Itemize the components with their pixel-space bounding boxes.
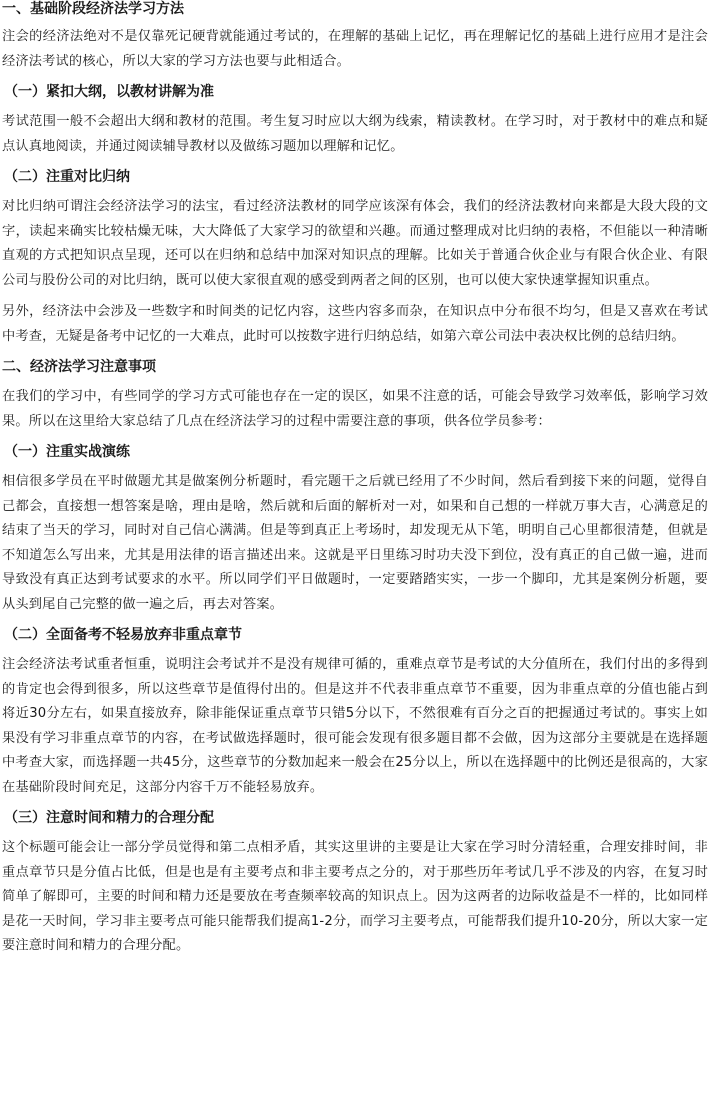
paragraph: 对比归纳可谓注会经济法学习的法宝，看过经济法教材的同学应该深有体会，我们的经济法教材向来都是大段大段的文字，读起来确实比较枯燥无味，大大降低了大家学习的欲望和兴趣。而通过整理成对比归纳的表格，不但能以一种清晰直观的方式把知识点呈现，还可以在归纳和总结中加深对知识点的理解。比如关于普通合伙企业与有限合伙企业、有限公司与股份公司的对比归纳，既可以使大家很直观的感受到两者之间的区别，也可以使大家快速掌握知识重点。 [2, 199, 708, 288]
paragraph: 相信很多学员在平时做题尤其是做案例分析题时，看完题干之后就已经用了不少时间，然后看到接下来的问题，觉得自己都会，直接想一想答案是啥，理由是啥，然后就和后面的解析对一对，如果和自己想的一样就万事大吉，心满意足的结束了当天的学习，同时对自己信心满满。但是等到真正上考场时，却发现无从下笔，明明自己心里都很清楚，但就是不知道怎么写出来，尤其是用法律的语言描述出来。这就是平日里练习时功夫没下到位，没有真正的自己做一遍，进而导致没有真正达到考试要求的水平。所以同学们平日做题时，一定要踏踏实实，一步一个脚印，尤其是案例分析题，要从头到尾自己完整的做一遍之后，再去对答案。 [2, 474, 708, 612]
paragraph: 考试范围一般不会超出大纲和教材的范围。考生复习时应以大纲为线索，精读教材。在学习时，对于教材中的难点和疑点认真地阅读，并通过阅读辅导教材以及做练习题加以理解和记忆。 [2, 114, 708, 154]
spacer [2, 617, 708, 626]
spacer [2, 349, 708, 358]
spacer [2, 827, 708, 836]
spacer [2, 74, 708, 83]
spacer [2, 461, 708, 470]
section-heading-precautions: 二、经济法学习注意事项 [2, 359, 156, 375]
subheading-comparison: （二）注重对比归纳 [4, 169, 130, 185]
subheading-syllabus: （一）紧扣大纲，以教材讲解为准 [4, 84, 214, 100]
paragraph: 注会的经济法绝对不是仅靠死记硬背就能通过考试的，在理解的基础上记忆，再在理解记忆的基础上进行应用才是注会经济法考试的核心，所以大家的学习方法也要与此相适合。 [2, 29, 708, 69]
paragraph: 在我们的学习中，有些同学的学习方式可能也存在一定的误区，如果不注意的话，可能会导致学习效率低，影响学习效果。所以在这里给大家总结了几点在经济法学习的过程中需要注意的事项，供各位学员参考： [2, 389, 708, 429]
spacer [2, 159, 708, 168]
spacer [2, 434, 708, 443]
spacer [2, 293, 708, 300]
subheading-non-key-chapters: （二）全面备考不轻易放弃非重点章节 [4, 627, 242, 643]
spacer [2, 800, 708, 809]
spacer [2, 101, 708, 110]
spacer [2, 376, 708, 385]
paragraph: 注会经济法考试重者恒重，说明注会考试并不是没有规律可循的，重难点章节是考试的大分值所在，我们付出的多得到的肯定也会得到很多，所以这些章节是值得付出的。但是这并不代表非重点章节不重要，因为非重点章的分值也能占到将近30分左右，如果直接放弃，除非能保证重点章节只错5分以下，不然很难有百分之百的把握通过考试的。事实上如果没有学习非重点章节的内容，在考试做选择题时，很可能会发现有很多题目都不会做，因为这部分主要就是在选择题中考查大家，而选择题一共45分，这些章节的分数加起来一般会在25分以上，所以在选择题中的比例还是很高的，大家在基础阶段时间充足，这部分内容千万不能轻易放弃。 [2, 657, 708, 795]
spacer [2, 186, 708, 195]
subheading-practice: （一）注重实战演练 [4, 444, 130, 460]
spacer [2, 644, 708, 653]
paragraph: 这个标题可能会让一部分学员觉得和第二点相矛盾，其实这里讲的主要是让大家在学习时分清轻重，合理安排时间，非重点章节只是分值占比低，但是也是有主要考点和非主要考点之分的，对于那些历年考试几乎不涉及的内容，在复习时简单了解即可，主要的时间和精力还是要放在考查频率较高的知识点上。因为这两者的边际收益是不一样的，比如同样是花一天时间，学习非主要考点可能只能帮我们提高1-2分，而学习主要考点，可能帮我们提升10-20分，所以大家一定要注意时间和精力的合理分配。 [2, 840, 708, 953]
section-heading-basic-methods: 一、基础阶段经济法学习方法 [2, 1, 184, 17]
subheading-time-allocation: （三）注意时间和精力的合理分配 [4, 810, 214, 826]
spacer [2, 18, 708, 25]
paragraph: 另外，经济法中会涉及一些数字和时间类的记忆内容，这些内容多而杂，在知识点中分布很不均匀，但是又喜欢在考试中考查，无疑是备考中记忆的一大难点，此时可以按数字进行归纳总结，如第六章公司法中表决权比例的总结归纳。 [2, 304, 708, 344]
